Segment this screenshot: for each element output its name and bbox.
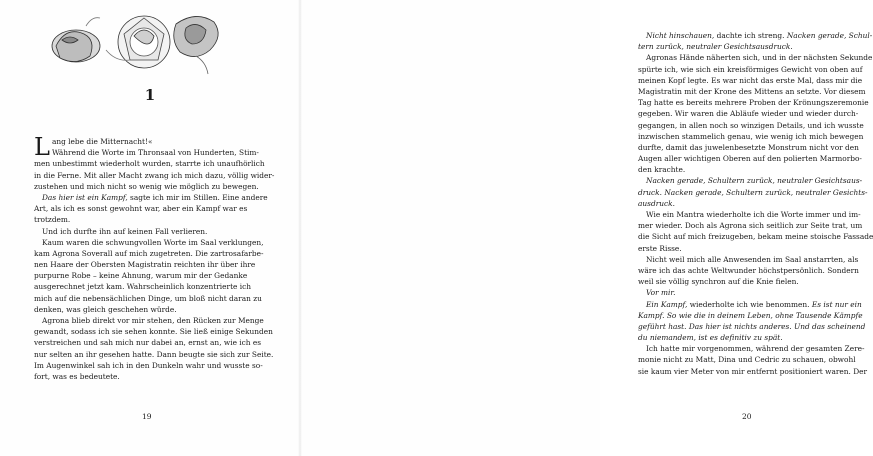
text-line: du niemandem, ist es definitiv zu spät.	[638, 333, 783, 343]
text-line: druck. Nacken gerade, Schultern zurück, neutraler Gesichts-	[638, 187, 868, 197]
chapter-ornament-illustration	[46, 6, 226, 78]
right-page	[300, 0, 873, 456]
right-page-text	[638, 30, 873, 377]
text-line: tern zurück, neutraler Gesichtsausdruck.	[638, 42, 793, 52]
text-line: ausgerechnet jetzt kam. Wahrscheinlich konzentrierte ich	[34, 282, 252, 292]
left-page	[0, 0, 300, 456]
text-line: Und ich durfte ihn auf keinen Fall verlieren.	[42, 226, 208, 236]
text-line: meinen Kopf legte. Es war nicht das erste Mal, dass mir die	[638, 75, 863, 85]
text-line: sie kaum vier Meter von mir entfernt positioniert waren. Der	[638, 366, 868, 376]
chapter-number: 1	[144, 86, 156, 104]
text-line: Lang lebe die Mitternacht!«	[34, 133, 153, 161]
text-line: Das hier ist ein Kampf, sagte ich mir im Stillen. Eine andere	[42, 192, 268, 202]
text-line: Nacken gerade, Schultern zurück, neutraler Gesichtsaus-	[646, 176, 863, 186]
text-line: Augen aller wichtigen Oberen auf den polierten Marmorbo-	[638, 154, 862, 164]
left-page-text	[34, 133, 275, 382]
text-line: gegeben. Wir waren die Abläufe wieder und wieder durch-	[638, 109, 859, 119]
text-line: spürte ich, wie sich ein kreisförmiges Gewicht von oben auf	[638, 64, 863, 74]
text-line: purpurne Robe – keine Ahnung, warum mir der Gedanke	[34, 271, 248, 281]
text-line: gegangen, in allen noch so winzigen Details, und ich wusste	[638, 120, 864, 130]
text-line: Kampf. So wie die in deinem Leben, ohne Tausende Kämpfe	[638, 310, 863, 320]
text-line: Wie ein Mantra wiederholte ich die Worte immer und im-	[646, 210, 861, 219]
text-line: inzwischen stammelich genau, wie wenig ich mich bewegen	[638, 131, 864, 141]
text-line: Tag hatte es bereits mehrere Proben der Krönungszeremonie	[638, 98, 869, 108]
text-line: ausdruck.	[638, 198, 675, 208]
page-number-left: 19	[142, 412, 152, 421]
text-line: Nicht weil mich alle Anwesenden im Saal anstarrten, als	[646, 254, 859, 264]
text-line: zustehen und mich nicht so wenig wie möglich zu bewegen.	[34, 181, 259, 191]
text-line: wäre ich das achte Weltwunder höchstpersönlich. Sondern	[638, 265, 859, 275]
text-line: men unbestimmt wiederholt wurden, starrte ich unaufhörlich	[34, 159, 265, 169]
text-line: monie nicht zu Matt, Dina und Cedric zu schauen, obwohl	[638, 355, 856, 365]
text-line: Nicht hinschauen, dachte ich streng. Nacken gerade, Schul-	[646, 31, 873, 40]
text-line: nen Haare der Obersten Magistratin reichten ihr über ihre	[34, 260, 256, 270]
text-line: mer wieder. Doch als Agrona sich seitlich zur Seite trat, um	[638, 221, 863, 231]
text-line: verstreichen und sah mich nur dabei an, ernst an, wie ich es	[34, 338, 262, 348]
text-line: den krachte.	[638, 165, 686, 175]
text-line: kam Agrona Soverall auf mich zugetreten. Die zartrosafarbe-	[34, 248, 264, 258]
text-line: Kaum waren die schwungvollen Worte im Saal verklungen,	[42, 237, 264, 247]
text-line: erste Risse.	[638, 243, 682, 253]
text-line: Während die Worte im Thronsaal von Hunderten, Stim-	[51, 148, 259, 158]
text-line: durfte, damit das juwelenbesetzte Monstrum nicht vor den	[638, 142, 859, 152]
text-line: Magistratin mit der Krone des Mittens an setzte. Vor diesem	[638, 86, 866, 96]
text-line: denken, was gleich geschehen würde.	[34, 304, 177, 314]
text-line: nur selten an ihr gesehen hatte. Dann beugte sie sich zur Seite.	[34, 349, 274, 359]
page-number-right: 20	[742, 412, 752, 421]
text-line: fort, was es bedeutete.	[34, 371, 120, 381]
text-line: Ich hatte mir vorgenommen, während der gesamten Zere-	[646, 344, 865, 354]
text-line: Agronas Hände näherten sich, und in der nächsten Sekunde	[646, 53, 873, 63]
text-line: gewandt, sodass ich sie sehen konnte. Sie ließ einige Sekunden	[34, 327, 273, 337]
drop-cap: L	[34, 133, 50, 161]
text-line: Vor mir.	[646, 288, 676, 298]
text-line: Art, als ich es sonst gewohnt war, aber ein Kampf war es	[34, 204, 248, 214]
text-line: die Sicht auf mich freizugeben, bekam meine stoische Fassade	[638, 232, 873, 242]
text-line: Im Augenwinkel sah ich in den Dunkeln wahr und wusste so-	[34, 360, 263, 370]
text-line: trotzdem.	[34, 215, 71, 225]
text-line: Agrona blieb direkt vor mir stehen, den Rücken zur Menge	[42, 316, 264, 325]
text-line: in die Ferne. Mit aller Macht zwang ich mich dazu, völlig wider-	[34, 170, 275, 180]
text-line: Ein Kampf, wiederholte ich wie benommen. Es ist nur ein	[646, 299, 862, 309]
text-line: weil sie völlig synchron auf die Knie fielen.	[638, 277, 799, 287]
text-line: geführt hast. Das hier ist nichts anderes. Und das scheinend	[638, 321, 866, 331]
text-line: mich auf die nebensächlichen Dinge, um bloß nicht daran zu	[34, 293, 262, 303]
